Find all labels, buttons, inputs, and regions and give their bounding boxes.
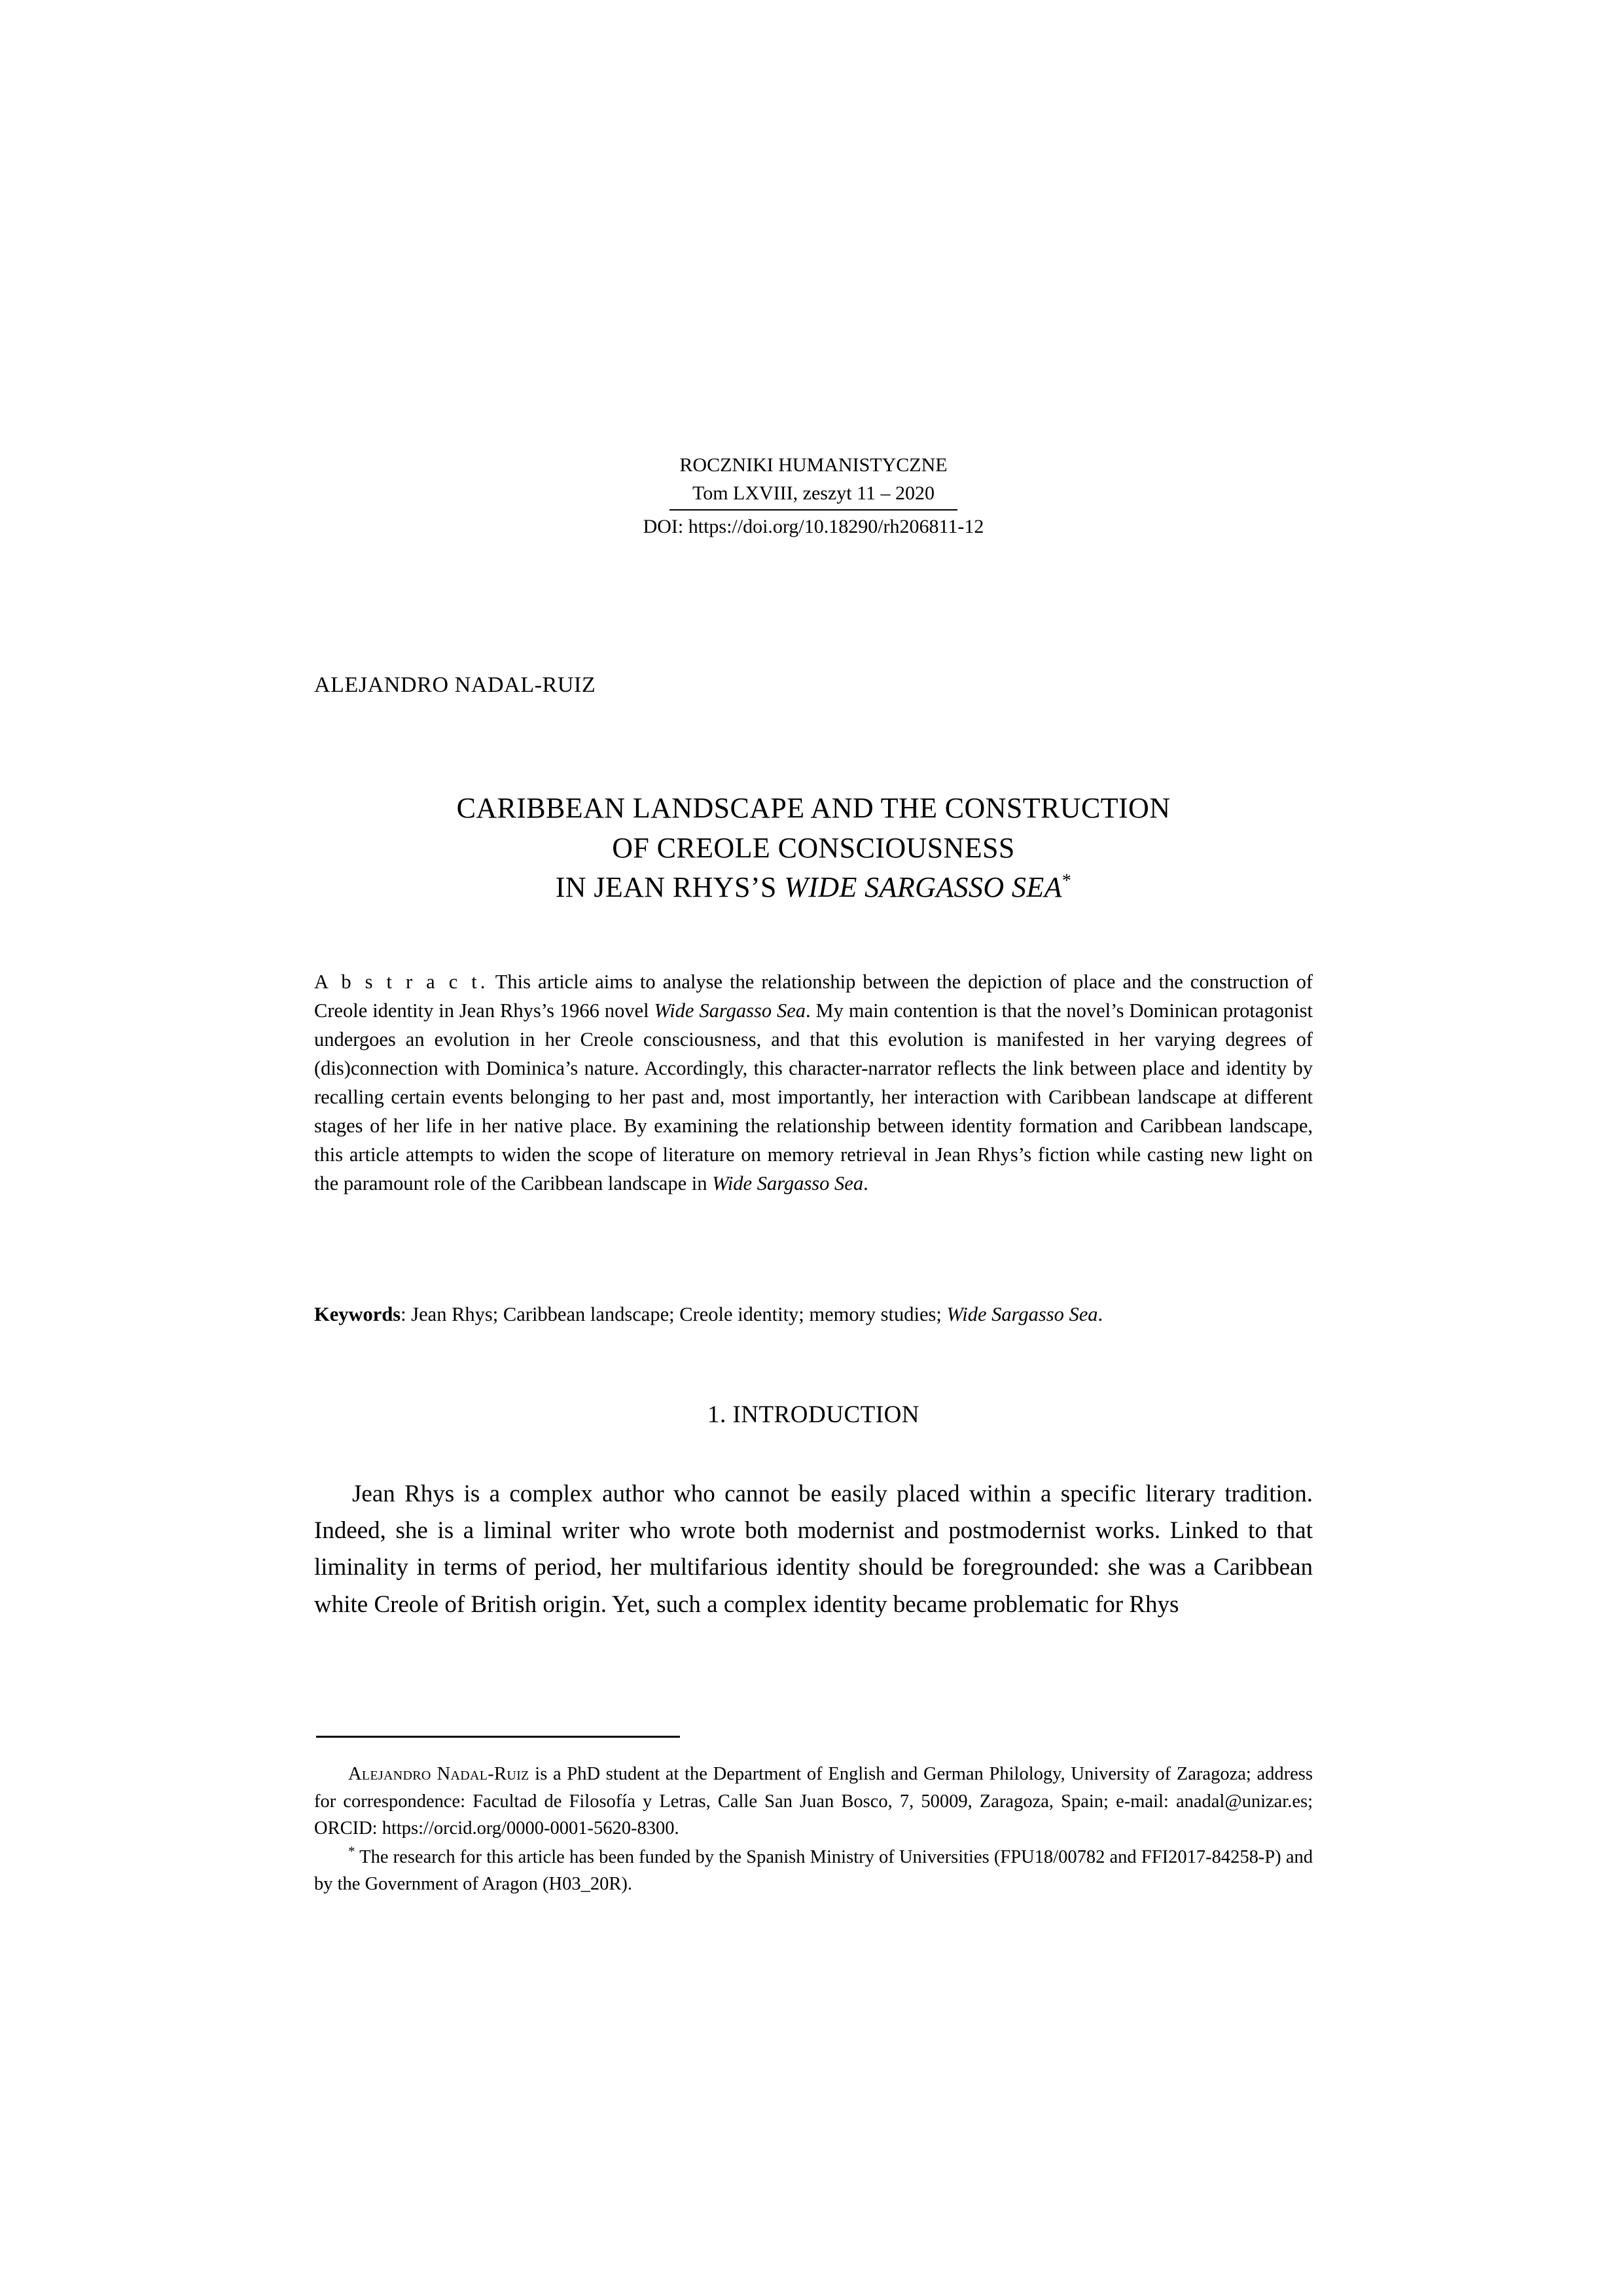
abstract-part-2: . My main contention is that the novel’s Dominican protagonist undergoes an evolution in her Creole consciousness, and that this evolution is manifested in her varying degrees of (dis)connection with Dominica’s nature. Accordingly, this character-narrator reflects the link between place and identity by recalling certain events belonging to her past and, most importantly, her interaction with Caribbean landscape at different stages of her life in her native place. By examining the relationship between identity formation and Caribbean landscape, this article attempts to widen the scope of literature on memory retrieval in Jean Rhys’s fiction while casting new light on the paramount role of the Caribbean landscape in xyxy=(314,999,1313,1195)
keywords-italic-work: Wide Sargasso Sea xyxy=(946,1303,1098,1325)
journal-header-rule xyxy=(669,509,957,511)
body-paragraph-1: Jean Rhys is a complex author who cannot be easily placed within a specific literary tradition. Indeed, she is a liminal writer who wrote both modernist and postmodernist works. Linked to that liminality in terms of period, her multifarious identity should be foregrounded: she was a Caribbean white Creole of British origin. Yet, such a complex identity became problematic for Rhys xyxy=(314,1480,1313,1618)
journal-doi-line: DOI: https://doi.org/10.18290/rh206811-12 xyxy=(643,516,984,538)
abstract-part-3: . xyxy=(863,1172,868,1195)
abstract-part-1: This article aims to analyse the relationship between the depiction of place and the construction of Creole identity in Jean Rhys’s 1966 novel xyxy=(314,971,1313,1022)
journal-header-rule-wrapper xyxy=(314,509,1313,511)
keywords-line xyxy=(314,1300,1313,1329)
journal-name: ROCZNIKI HUMANISTYCZNE xyxy=(679,454,948,476)
abstract-label: A b s t r a c t. xyxy=(314,971,489,993)
journal-volume-line: Tom LXVIII, zeszyt 11 – 2020 xyxy=(692,482,935,504)
footnote-funding-text: The research for this article has been funded by the Spanish Ministry of Universities (FPU18/00782 and FFI2017-84258-P) and by the Government of Aragon (H03_20R). xyxy=(314,1846,1313,1895)
abstract-italic-work-2: Wide Sargasso Sea xyxy=(712,1172,864,1195)
footnote-star-marker: * xyxy=(348,1843,355,1859)
text-column xyxy=(314,0,1313,2296)
footnote-block xyxy=(314,1761,1313,1898)
footnote-author-name: Alejandro Nadal-Ruiz xyxy=(348,1764,529,1784)
abstract xyxy=(314,967,1313,1198)
abstract-italic-work-1: Wide Sargasso Sea xyxy=(654,999,806,1022)
footnote-separator-rule xyxy=(316,1736,680,1738)
article-title-line-3 xyxy=(314,868,1313,908)
journal-header xyxy=(314,452,1313,541)
article-title-work-italic: WIDE SARGASSO SEA xyxy=(784,871,1062,904)
section-heading-introduction: 1. INTRODUCTION xyxy=(707,1401,920,1428)
title-footnote-marker: * xyxy=(1061,870,1072,891)
footnote-funding xyxy=(314,1844,1313,1898)
article-title-line-2: OF CREOLE CONSCIOUSNESS xyxy=(612,831,1015,864)
article-title xyxy=(314,789,1313,908)
keywords-label: Keywords xyxy=(314,1303,401,1325)
author-name: ALEJANDRO NADAL-RUIZ xyxy=(314,673,596,697)
footnote-author-details: is a PhD student at the Department of English and German Philology, University of Zaragoza; address for correspondence: Facultad de Filosofía y Letras, Calle San Juan Bosco, 7, 50009, Zaragoza, Spain; e-mail: anadal@unizar.es; ORCID: https://orcid.org/0000-0001-5620-8300. xyxy=(314,1764,1313,1839)
keywords-end: . xyxy=(1097,1303,1103,1325)
article-title-line-1: CARIBBEAN LANDSCAPE AND THE CONSTRUCTION xyxy=(456,792,1171,824)
article-title-line-3-prefix: IN JEAN RHYS’S xyxy=(555,871,785,904)
keywords-list: : Jean Rhys; Caribbean landscape; Creole identity; memory studies; xyxy=(401,1303,947,1325)
footnote-author-bio xyxy=(314,1761,1313,1842)
